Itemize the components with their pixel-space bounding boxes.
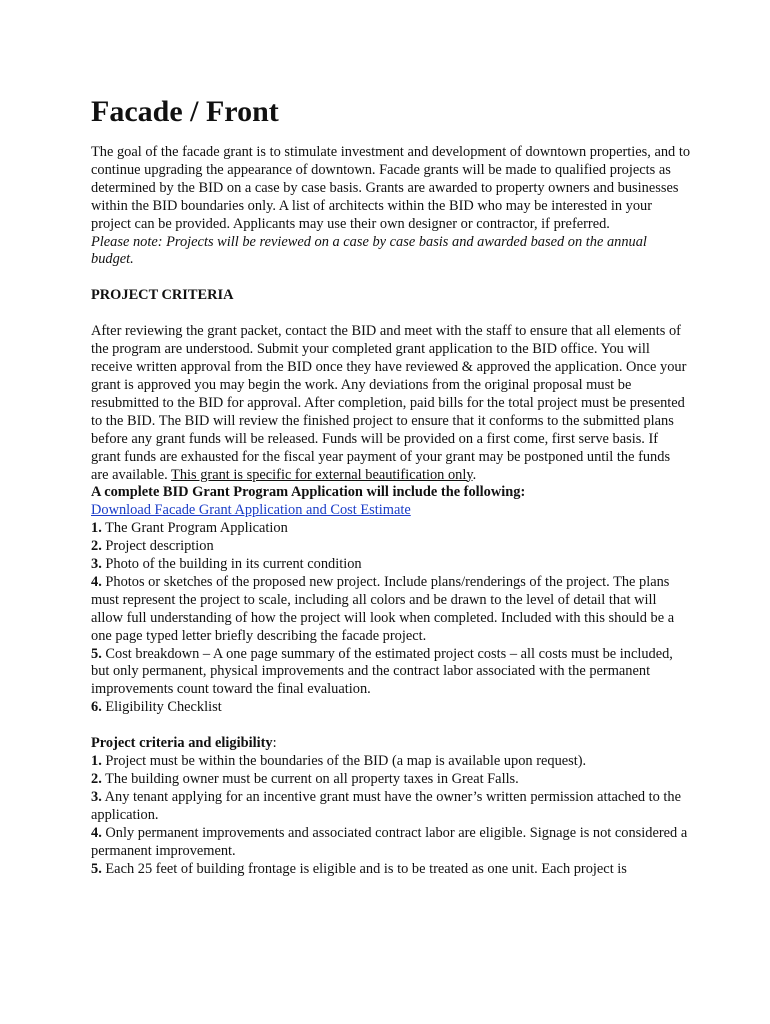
criteria-body-text: After reviewing the grant packet, contact the BID and meet with the staff to ensure that all elements of the program are understood. Submit your completed grant application to the BID office. You will receive written approval from the BID once they have reviewed & approved the application. Once your grant is approved you may begin the work. Any deviations from the original proposal must be resubmitted to the BID for approval. After completion, paid bills for the total project must be presented to the BID. The BID will review the finished project to ensure that it conforms to the submitted plans before any grant funds will be released. Funds will be provided on a first come, first serve basis. If grant funds are exhausted for the fiscal year payment of your grant may be postponed until the funds are available. bbox=[91, 323, 687, 483]
item-text: The Grant Program Application bbox=[101, 520, 288, 537]
item-number: 2. bbox=[91, 771, 102, 787]
project-criteria-heading: PROJECT CRITERIA bbox=[91, 287, 234, 304]
item-number: 3. bbox=[91, 556, 102, 573]
list-item bbox=[91, 771, 691, 789]
item-text: Only permanent improvements and associated contract labor are eligible. Signage is not considered a permanent improvement. bbox=[91, 824, 688, 859]
item-number: 4. bbox=[91, 824, 102, 841]
section-spacer bbox=[91, 717, 691, 735]
item-number: 6. bbox=[91, 699, 102, 716]
budget-note: Please note: Projects will be reviewed on a case by case basis and awarded based on the annual budget. bbox=[91, 233, 647, 268]
list-item bbox=[91, 789, 691, 825]
document-page bbox=[91, 94, 691, 878]
item-text: Each 25 feet of building frontage is eligible and is to be treated as one unit. Each project is bbox=[101, 860, 627, 877]
application-heading bbox=[91, 484, 691, 502]
list-item bbox=[91, 753, 691, 771]
eligibility-heading-text: Project criteria and eligibility bbox=[91, 735, 273, 752]
item-text: Cost breakdown – A one page summary of the estimated project costs – all costs must be included, but only permanent, physical improvements and the contract labor associated with the permanent improvements count toward the final evaluation. bbox=[91, 645, 673, 698]
item-number: 4. bbox=[91, 573, 102, 590]
list-item bbox=[91, 646, 691, 700]
application-heading-text: A complete BID Grant Program Application will include the following: bbox=[91, 484, 526, 501]
item-text: Photos or sketches of the proposed new project. Include plans/renderings of the project. The plans must represent the project to scale, including all colors and be drawn to the level of detail that will allow full understanding of how the project will look when completed. Included with this should be a one page typed letter briefly describing the facade project. bbox=[91, 573, 675, 644]
external-beautification-note: This grant is specific for external beautification only bbox=[171, 466, 473, 483]
list-item bbox=[91, 699, 691, 717]
criteria-paragraph bbox=[91, 323, 691, 484]
item-text: Photo of the building in its current condition bbox=[101, 556, 362, 573]
item-text: Eligibility Checklist bbox=[101, 699, 222, 716]
item-text: Project must be within the boundaries of the BID (a map is available upon request). bbox=[101, 753, 587, 770]
item-number: 1. bbox=[91, 753, 102, 770]
item-text: Any tenant applying for an incentive grant must have the owner’s written permission attached to the application. bbox=[91, 788, 681, 823]
item-number: 1. bbox=[91, 520, 102, 537]
list-item bbox=[91, 825, 691, 861]
eligibility-colon: : bbox=[272, 735, 277, 752]
intro-paragraph: The goal of the facade grant is to stimulate investment and development of downtown properties, and to continue upgrading the appearance of downtown. Facade grants will be made to qualified projects as determined by the BID on a case by case basis. Grants are awarded to property owners and businesses within the BID boundaries only. A list of architects within the BID who may be interested in your project can be provided. Applicants may use their own designer or contractor, if preferred. bbox=[91, 144, 691, 232]
list-item bbox=[91, 538, 691, 556]
item-text: The building owner must be current on all property taxes in Great Falls. bbox=[101, 771, 519, 787]
item-number: 5. bbox=[91, 645, 102, 662]
criteria-period: . bbox=[472, 466, 477, 483]
item-number: 5. bbox=[91, 860, 102, 877]
download-application-link[interactable]: Download Facade Grant Application and Cost Estimate bbox=[91, 502, 411, 519]
page-title: Facade / Front bbox=[91, 95, 279, 128]
eligibility-heading bbox=[91, 735, 691, 753]
list-item bbox=[91, 574, 691, 646]
item-number: 3. bbox=[91, 788, 102, 805]
item-text: Project description bbox=[101, 538, 214, 555]
item-number: 2. bbox=[91, 538, 102, 555]
list-item bbox=[91, 556, 691, 574]
list-item bbox=[91, 520, 691, 538]
download-row bbox=[91, 502, 691, 520]
list-item bbox=[91, 861, 691, 879]
